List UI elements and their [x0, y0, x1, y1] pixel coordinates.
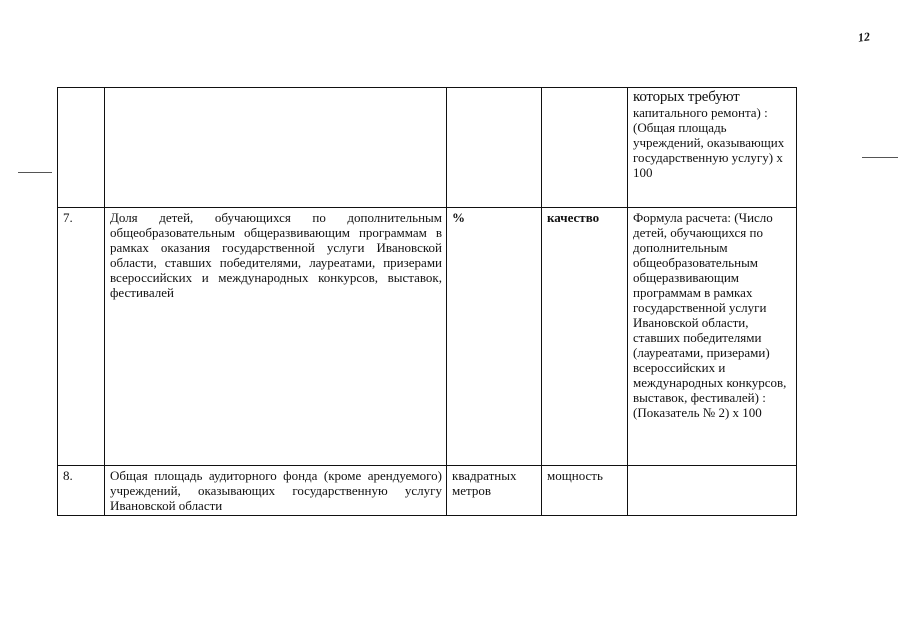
indicator-name-cell: Доля детей, обучающихся по дополнительным общеобразовательным общеразвивающим программам в рамках оказания государственной услуги Ивановской области, ставших победителями, лауреатами, призерами всероссийских и международных конкурсов, выставок, фестивалей — [105, 208, 447, 466]
indicator-name-cell — [105, 88, 447, 208]
unit-cell: квадратных метров — [447, 466, 542, 516]
unit-cell — [447, 88, 542, 208]
formula-cell: Формула расчета: (Число детей, обучающихся по дополнительным общеобразовательным общеразвивающим программам в рамках государственной услуги Ивановской области, ставших победителями (лауреатами, призерами) всероссийских и международных конкурсов, выставок, фестивалей) : (Показатель № 2) х 100 — [628, 208, 797, 466]
indicator-type-cell — [542, 88, 628, 208]
table-row — [58, 466, 797, 516]
unit-cell: % — [447, 208, 542, 466]
indicator-table — [57, 87, 797, 516]
margin-mark-left — [18, 172, 52, 173]
formula-cell — [628, 88, 797, 208]
formula-cell — [628, 466, 797, 516]
indicator-name-cell: Общая площадь аудиторного фонда (кроме арендуемого) учреждений, оказывающих государственную услугу Ивановской области — [105, 466, 447, 516]
page-number: 12 — [857, 29, 871, 45]
formula-lead-text: которых требуют — [633, 89, 740, 105]
table-row — [58, 208, 797, 466]
row-number-cell: 7. — [58, 208, 105, 466]
row-number-cell: 8. — [58, 466, 105, 516]
table-row — [58, 88, 797, 208]
row-number-cell — [58, 88, 105, 208]
formula-text: капитального ремонта) : (Общая площадь учреждений, оказывающих государственную услугу) х 100 — [633, 105, 785, 180]
indicator-type-cell: мощность — [542, 466, 628, 516]
margin-mark-right — [862, 157, 898, 158]
indicator-type-cell: качество — [542, 208, 628, 466]
